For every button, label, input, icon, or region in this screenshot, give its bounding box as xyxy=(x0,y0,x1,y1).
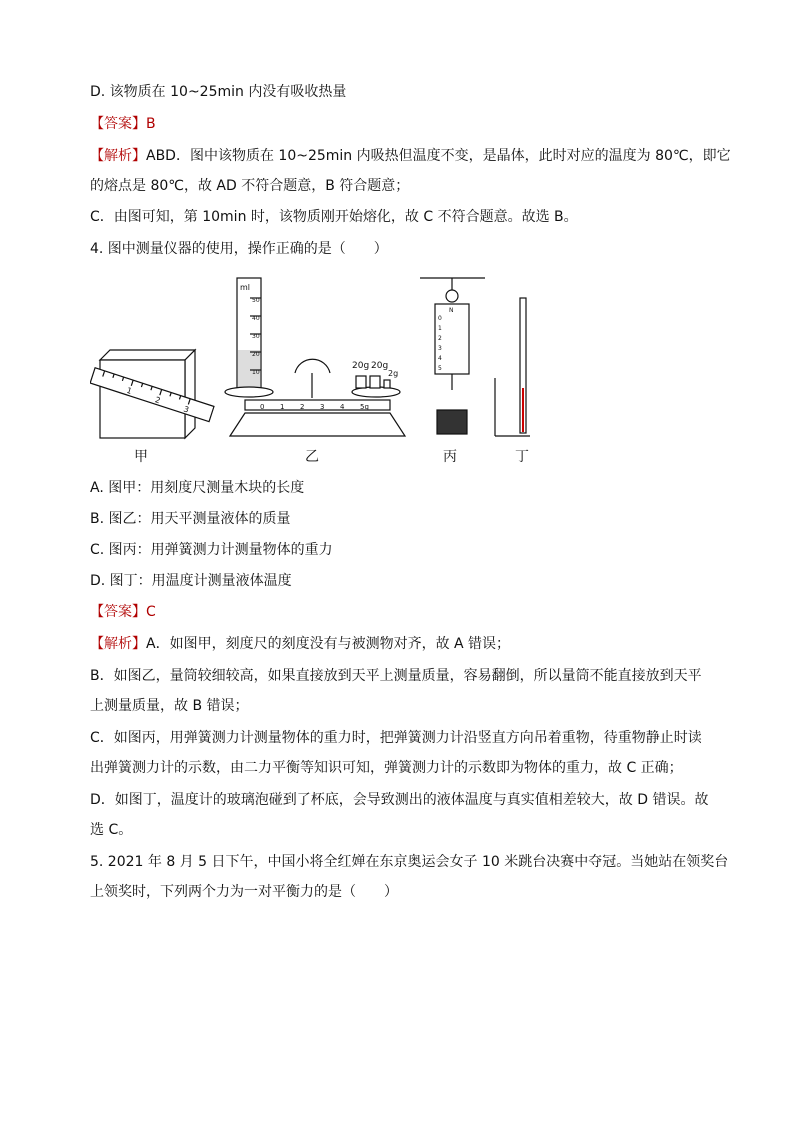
figure-jia-block-ruler xyxy=(90,350,214,438)
svg-text:2: 2 xyxy=(438,335,442,342)
option-d: D. 图丁：用温度计测量液体温度 xyxy=(90,573,292,589)
svg-text:10: 10 xyxy=(252,369,260,376)
spring-unit: N xyxy=(449,307,454,314)
measurement-figure xyxy=(90,268,530,468)
label-jia: 甲 xyxy=(134,449,148,465)
svg-text:2: 2 xyxy=(300,403,305,411)
svg-text:4: 4 xyxy=(340,403,345,411)
answer-value: B xyxy=(146,116,156,132)
explanation-2-line-1: 【解析】A．如图甲，刻度尺的刻度没有与被测物对齐，故 A 错误； xyxy=(90,636,511,652)
label-yi: 乙 xyxy=(305,449,319,465)
option-a: A. 图甲：用刻度尺测量木块的长度 xyxy=(90,480,305,496)
svg-text:4: 4 xyxy=(438,355,442,362)
svg-text:20: 20 xyxy=(252,351,260,358)
question-5-line-2: 上领奖时，下列两个力为一对平衡力的是（ ） xyxy=(90,884,398,900)
svg-text:1: 1 xyxy=(438,325,442,332)
ruler-tick-3: 3 xyxy=(182,404,191,415)
svg-text:30: 30 xyxy=(252,333,260,340)
explanation-2-line-3: 上测量质量，故 B 错误； xyxy=(90,698,249,714)
explanation-1-line-3: C．由图可知，第 10min 时，该物质刚开始熔化，故 C 不符合题意。故选 B。 xyxy=(90,209,578,225)
answer-2 xyxy=(90,602,710,622)
svg-text:50: 50 xyxy=(252,297,260,304)
svg-text:40: 40 xyxy=(252,315,260,322)
label-bing: 丙 xyxy=(443,449,457,465)
weight-20g-1: 20g xyxy=(352,361,370,371)
answer-tag: 【答案】 xyxy=(90,604,146,620)
svg-text:5: 5 xyxy=(438,365,442,372)
label-ding: 丁 xyxy=(515,449,529,465)
answer-tag: 【答案】 xyxy=(90,116,146,132)
figure-ding-thermometer xyxy=(495,298,530,436)
answer-1 xyxy=(90,114,710,134)
weight-20g-2: 20g xyxy=(371,361,389,371)
explanation-2-line-4: C．如图丙，用弹簧测力计测量物体的重力时，把弹簧测力计沿竖直方向吊着重物，待重物静止时读 xyxy=(90,730,702,746)
svg-text:3: 3 xyxy=(320,403,325,411)
figure-bing-spring-scale xyxy=(420,278,485,434)
ruler-tick-2: 2 xyxy=(153,395,162,406)
explanation-2-line-6: D．如图丁，温度计的玻璃泡碰到了杯底，会导致测出的液体温度与真实值相差较大，故 D 错误。故 xyxy=(90,792,709,808)
answer-value: C xyxy=(146,604,156,620)
figure-yi-balance xyxy=(225,278,405,436)
explanation-tag: 【解析】 xyxy=(90,636,146,652)
explanation-2-line-7: 选 C。 xyxy=(90,822,133,838)
svg-text:0: 0 xyxy=(438,315,442,322)
svg-text:3: 3 xyxy=(438,345,442,352)
cylinder-unit: ml xyxy=(240,283,251,292)
explanation-1-line-1: 【解析】ABD．图中该物质在 10~25min 内吸热但温度不变，是晶体，此时对应的温度为 80℃，即它 xyxy=(90,148,731,164)
measurement-instruments-svg xyxy=(90,268,530,468)
svg-text:5g: 5g xyxy=(360,403,369,411)
weight-2g: 2g xyxy=(388,369,399,378)
explanation-tag: 【解析】 xyxy=(90,148,146,164)
option-c: C. 图丙：用弹簧测力计测量物体的重力 xyxy=(90,542,333,558)
svg-text:0: 0 xyxy=(260,403,265,411)
explanation-2-line-5: 出弹簧测力计的示数，由二力平衡等知识可知，弹簧测力计的示数即为物体的重力，故 C 正确； xyxy=(90,760,683,776)
svg-text:1: 1 xyxy=(280,403,285,411)
question-5-line-1: 5. 2021 年 8 月 5 日下午，中国小将全红婵在东京奥运会女子 10 米跳台决赛中夺冠。当她站在领奖台 xyxy=(90,854,729,870)
ruler-tick-1: 1 xyxy=(125,385,133,397)
question-4: 4. 图中测量仪器的使用，操作正确的是（ ） xyxy=(90,241,388,257)
explanation-2-line-2: B．如图乙，量筒较细较高，如果直接放到天平上测量质量，容易翻倒，所以量筒不能直接放到天平 xyxy=(90,668,702,684)
option-d-prev: D. 该物质在 10~25min 内没有吸收热量 xyxy=(90,84,347,100)
explanation-1-line-2: 的熔点是 80℃，故 AD 不符合题意，B 符合题意； xyxy=(90,178,410,194)
option-b: B. 图乙：用天平测量液体的质量 xyxy=(90,511,291,527)
